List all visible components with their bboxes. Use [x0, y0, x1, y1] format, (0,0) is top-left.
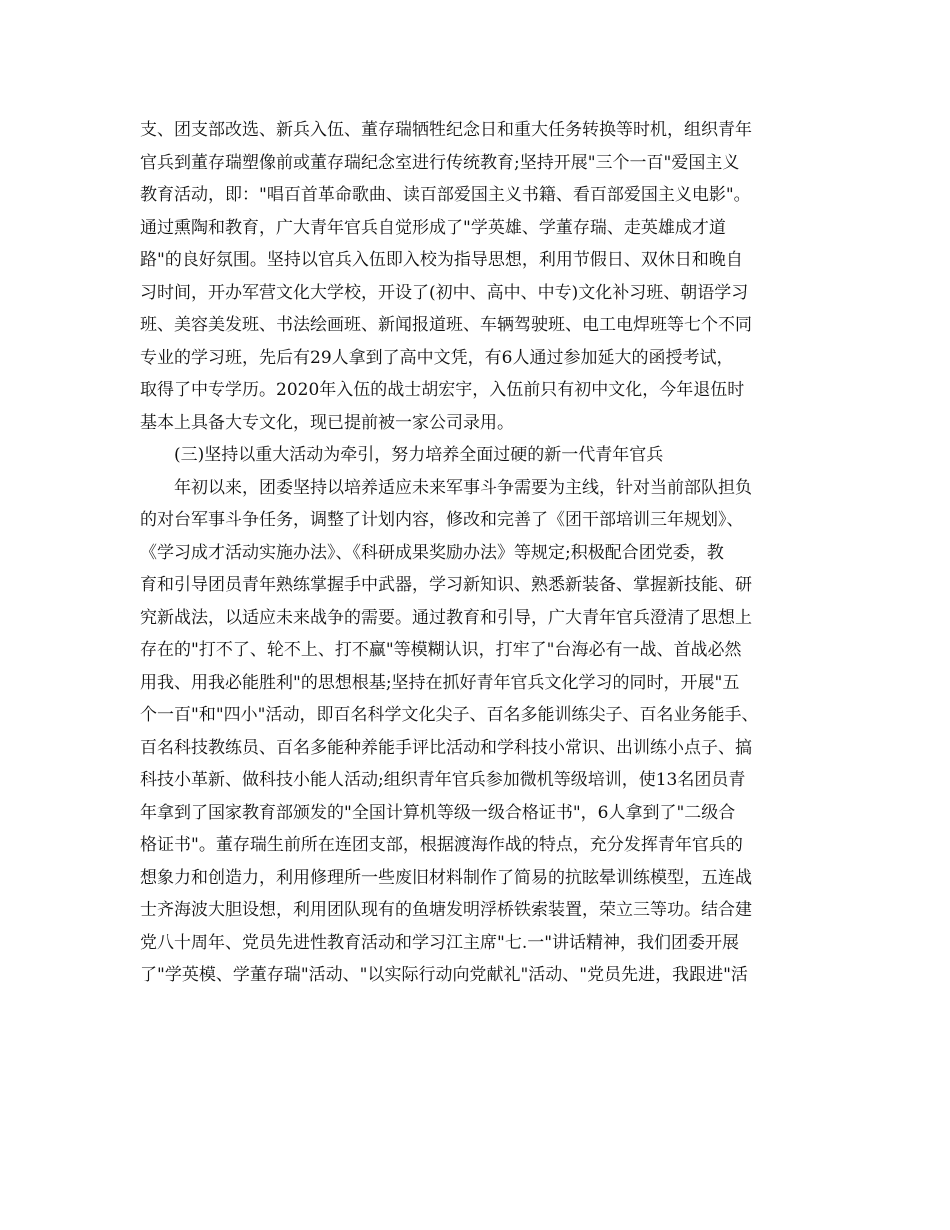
text-line: 专业的学习班，先后有29人拿到了高中文凭，有6人通过参加延大的函授考试， [140, 347, 734, 368]
text-line: 基本上具备大专文化，现已提前被一家公司录用。 [140, 412, 514, 433]
text-line: 路"的良好氛围。坚持以官兵入伍即入校为指导思想，利用节假日、双休日和晚自 [140, 250, 743, 270]
text-line: 科技小革新、做科技小能人活动;组织青年官兵参加微机等级培训，使13名团员青 [140, 770, 746, 790]
text-line: 想象力和创造力，利用修理所一些废旧材料制作了简易的抗眩晕训练模型，五连战 [140, 867, 752, 888]
text-line: 究新战法，以适应未来战争的需要。通过教育和引导，广大青年官兵澄清了思想上 [140, 607, 752, 628]
text-line: 习时间，开办军营文化大学校，开设了(初中、高中、中专)文化补习班、朝语学习 [140, 282, 749, 303]
text-line: 年初以来，团委坚持以培养适应未来军事斗争需要为主线，针对当前部队担负 [174, 477, 752, 498]
text-line: 的对台军事斗争任务，调整了计划内容，修改和完善了《团干部培训三年规划》、 [140, 510, 744, 530]
text-line: 通过熏陶和教育，广大青年官兵自觉形成了"学英雄、学董存瑞、走英雄成才道 [140, 217, 726, 238]
text-line: 士齐海波大胆设想，利用团队现有的鱼塘发明浮桥铁索装置，荣立三等功。结合建 [140, 900, 752, 920]
text-line: 党八十周年、党员先进性教育活动和学习江主席"七.一"讲话精神，我们团委开展 [140, 932, 740, 953]
text-line: 个一百"和"四小"活动，即百名科学文化尖子、百名多能训练尖子、百名业务能手、 [140, 705, 759, 725]
text-line: 支、团支部改选、新兵入伍、董存瑞牺牲纪念日和重大任务转换等时机，组织青年 [140, 120, 752, 140]
text-line: 了"学英模、学董存瑞"活动、"以实际行动向党献礼"活动、"党员先进，我跟进"活 [140, 965, 748, 985]
text-line: 《学习成才活动实施办法》、《科研成果奖励办法》等规定;积极配合团党委，教 [140, 542, 724, 563]
text-line: 年拿到了国家教育部颁发的"全国计算机等级一级合格证书"，6人拿到了"二级合 [140, 802, 736, 823]
section-heading: (三)坚持以重大活动为牵引，努力培养全面过硬的新一代青年官兵 [174, 445, 664, 465]
text-line: 用我、用我必能胜利"的思想根基;坚持在抓好青年官兵文化学习的同时，开展"五 [140, 672, 740, 693]
text-line: 取得了中专学历。2020年入伍的战士胡宏宇，入伍前只有初中文化，今年退伍时 [140, 380, 745, 400]
body-text [140, 114, 820, 992]
text-line: 育和引导团员青年熟练掌握手中武器，学习新知识、熟悉新装备、掌握新技能、研 [140, 575, 752, 595]
text-line: 班、美容美发班、书法绘画班、新闻报道班、车辆驾驶班、电工电焊班等七个不同 [140, 315, 752, 335]
text-line: 官兵到董存瑞塑像前或董存瑞纪念室进行传统教育;坚持开展"三个一百"爱国主义 [140, 152, 740, 173]
text-line: 格证书"。董存瑞生前所在连团支部，根据渡海作战的特点，充分发挥青年官兵的 [140, 835, 743, 855]
text-line: 教育活动，即："唱百首革命歌曲、读百部爱国主义书籍、看百部爱国主义电影"。 [140, 185, 751, 205]
text-line: 存在的"打不了、轮不上、打不赢"等模糊认识，打牢了"台海必有一战、首战必然 [140, 640, 742, 660]
text-line: 百名科技教练员、百名多能种养能手评比活动和学科技小常识、出训练小点子、搞 [140, 737, 752, 758]
